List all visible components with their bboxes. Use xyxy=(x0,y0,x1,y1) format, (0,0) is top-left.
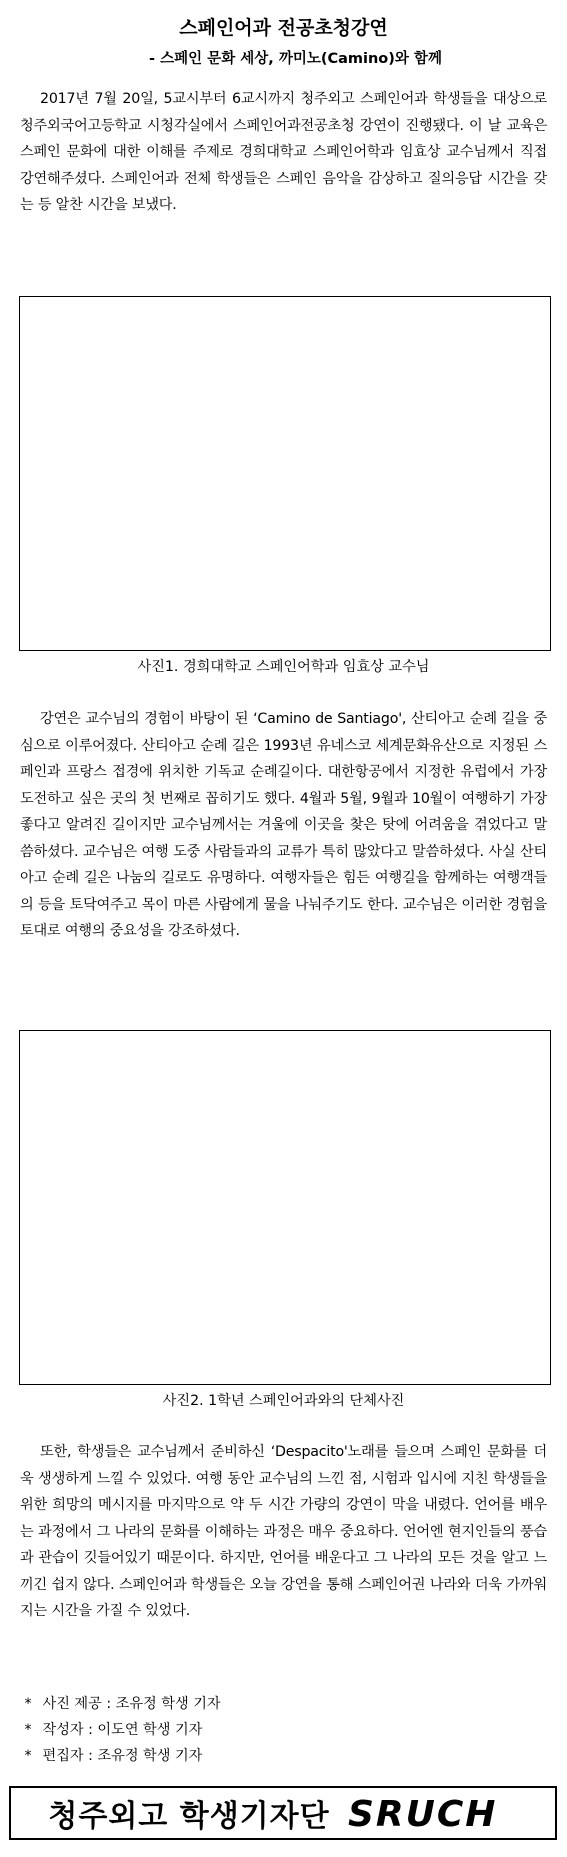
credit-bullet: * xyxy=(24,1748,32,1764)
article-title: 스페인어과 전공초청강연 xyxy=(179,17,388,39)
sruch-logo-text: SRUCH xyxy=(347,1794,498,1833)
photo-1-caption: 사진1. 경희대학교 스페인어학과 임효상 교수님 xyxy=(137,659,430,675)
credit-editor-text: 편집자 : 조유정 학생 기자 xyxy=(42,1748,203,1764)
photo-2-placeholder xyxy=(19,1030,551,1385)
article-paragraph-2: 강연은 교수님의 경험이 바탕이 된 ‘Camino de Santiago', 산티아고 순례 길을 중심으로 이루어졌다. 산티아고 순례 길은 1993년 유네스코 세계문화유산으로 지정된 스페인과 프랑스 접경에 위치한 기독교 순례길이다. 대한항공에서 지정한 유럽에서 가장 도전하고 싶은 곳의 첫 번째로 꼽히기도 했다. 4월과 5월, 9월과 10월이 여행하기 가장 좋다고 알려진 길이지만 교수님께서는 겨울에 이곳을 찾은 탓에 어려움을 겪었다고 말씀하셨다. 교수님은 여행 도중 사람들과의 교류가 특히 많았다고 말씀하셨다. 사실 산티아고 순례 길은 나눔의 길로도 유명하다. 여행자들은 힘든 여행길을 함께하는 여행객들의 등을 토닥여주고 목이 마른 사람에게 물을 나눠주기도 한다. 교수님은 이러한 경험을 토대로 여행의 중요성을 강조하셨다. xyxy=(20,711,547,939)
article-paragraph-3: 또한, 학생들은 교수님께서 준비하신 ‘Despacito'노래를 들으며 스페인 문화를 더욱 생생하게 느낄 수 있었다. 여행 동안 교수님의 느낀 점, 시험과 입시에 지친 학생들을 위한 희망의 메시지를 마지막으로 약 두 시간 가량의 강연이 막을 내렸다. 언어를 배우는 과정에서 그 나라의 문화를 이해하는 과정은 매우 중요하다. 언어엔 현지인들의 풍습과 관습이 깃들어있기 때문이다. 하지만, 언어를 배운다고 그 나라의 모든 것을 알고 느끼긴 쉽지 않다. 스페인어과 학생들은 오늘 강연을 통해 스페인어권 나라와 더욱 가까워지는 시간을 가질 수 있었다. xyxy=(20,1444,547,1619)
photo-1-placeholder xyxy=(19,296,551,651)
credit-photo-text: 사진 제공 : 조유정 학생 기자 xyxy=(42,1696,221,1712)
footer-banner xyxy=(9,1786,557,1840)
banner-text: 청주외고 학생기자단 xyxy=(48,1799,330,1834)
credit-writer xyxy=(18,1717,221,1743)
credit-photo xyxy=(18,1691,221,1717)
credit-bullet: * xyxy=(24,1696,32,1712)
credit-writer-text: 작성자 : 이도연 학생 기자 xyxy=(42,1722,203,1738)
article-subtitle: - 스페인 문화 세상, 까미노(Camino)와 함께 xyxy=(149,51,442,67)
article-paragraph-1: 2017년 7월 20일, 5교시부터 6교시까지 청주외고 스페인어과 학생들을 대상으로 청주외국어고등학교 시청각실에서 스페인어과전공초청 강연이 진행됐다. 이 날 교육은 스페인 문화에 대한 이해를 주제로 경희대학교 스페인어학과 임효상 교수님께서 직접 강연해주셨다. 스페인어과 전체 학생들은 스페인 음악을 감상하고 질의응답 시간을 갖는 등 알찬 시간을 보냈다. xyxy=(20,91,547,213)
sruch-logo-icon xyxy=(342,1793,518,1833)
credits-list xyxy=(18,1691,221,1769)
credit-bullet: * xyxy=(24,1722,32,1738)
credit-editor xyxy=(18,1743,221,1769)
photo-2-caption: 사진2. 1학년 스페인어과와의 단체사진 xyxy=(162,1393,405,1409)
